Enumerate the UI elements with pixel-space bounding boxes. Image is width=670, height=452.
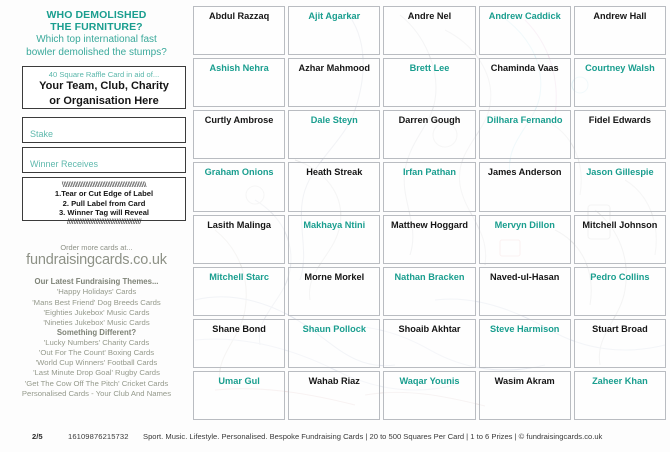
- order-more-block: [0, 243, 193, 269]
- raffle-square-name: Steve Harmison: [489, 323, 560, 334]
- theme-item: 'Lucky Numbers' Charity Cards: [43, 338, 150, 348]
- raffle-square[interactable]: [574, 371, 666, 420]
- raffle-square[interactable]: [479, 6, 571, 55]
- raffle-square-name: Nathan Bracken: [394, 271, 465, 282]
- raffle-square-name: Curtly Ambrose: [204, 115, 274, 126]
- organisation-name-line1: Your Team, Club, Charity: [39, 80, 169, 92]
- raffle-square-name: Graham Onions: [204, 167, 274, 178]
- themes-block: [0, 277, 193, 399]
- raffle-square-name: Shoaib Akhtar: [398, 323, 461, 334]
- howto-step-2: 2. Pull Label from Card: [62, 198, 146, 208]
- raffle-square[interactable]: [193, 319, 285, 368]
- theme-item: 'Happy Holidays' Cards: [56, 287, 137, 297]
- raffle-square[interactable]: [383, 6, 475, 55]
- raffle-square[interactable]: [574, 215, 666, 264]
- raffle-square[interactable]: [193, 6, 285, 55]
- raffle-square-name: Andrew Caddick: [488, 11, 561, 21]
- raffle-square[interactable]: [574, 162, 666, 211]
- raffle-square-name: Andre Nel: [407, 11, 452, 21]
- raffle-square[interactable]: [574, 267, 666, 316]
- theme-item: 'Eighties Jukebox' Music Cards: [43, 307, 150, 317]
- raffle-square[interactable]: [288, 58, 380, 107]
- raffle-square-name: Pedro Collins: [590, 271, 650, 282]
- raffle-square[interactable]: [288, 6, 380, 55]
- themes-list-bottom: [0, 338, 193, 399]
- raffle-square[interactable]: [383, 267, 475, 316]
- raffle-square[interactable]: [383, 371, 475, 420]
- organisation-caption: 40 Square Raffle Card in aid of...: [48, 70, 160, 79]
- theme-item: 'World Cup Winners' Football Cards: [35, 358, 158, 368]
- raffle-square[interactable]: [383, 215, 475, 264]
- raffle-square-name: Jason Gillespie: [586, 167, 654, 178]
- raffle-square-name: Andrew Hall: [593, 11, 647, 21]
- raffle-square-name: Shaun Pollock: [302, 323, 366, 334]
- raffle-square[interactable]: [383, 58, 475, 107]
- theme-item: Personalised Cards - Your Club And Names: [21, 388, 172, 398]
- howto-step-1: 1.Tear or Cut Edge of Label: [54, 189, 154, 198]
- raffle-square[interactable]: [193, 215, 285, 264]
- raffle-square-name: Abdul Razzaq: [208, 11, 270, 21]
- raffle-square-name: Dale Steyn: [310, 115, 358, 126]
- raffle-square[interactable]: [479, 319, 571, 368]
- raffle-square-name: Umar Gul: [218, 375, 260, 386]
- raffle-square-name: Azhar Mahmood: [298, 63, 371, 74]
- raffle-square[interactable]: [193, 371, 285, 420]
- raffle-square[interactable]: [288, 371, 380, 420]
- raffle-square-name: Stuart Broad: [592, 323, 648, 334]
- winner-receives-field[interactable]: [22, 147, 186, 173]
- hatch-bottom-decoration: ////////////////////////////////////////////: [66, 217, 142, 226]
- raffle-square-name: Fidel Edwards: [588, 115, 652, 126]
- raffle-square[interactable]: [288, 162, 380, 211]
- left-info-panel: [0, 0, 193, 425]
- raffle-square[interactable]: [574, 6, 666, 55]
- raffle-square[interactable]: [288, 267, 380, 316]
- stake-field[interactable]: [22, 117, 186, 143]
- raffle-square[interactable]: [383, 319, 475, 368]
- themes-subheading: Something Different?: [56, 327, 137, 337]
- raffle-square-name: Shane Bond: [212, 323, 266, 334]
- raffle-square-name: Matthew Hoggard: [390, 219, 469, 230]
- card-heading-line2: THE FURNITURE?: [50, 21, 143, 33]
- raffle-square[interactable]: [479, 215, 571, 264]
- themes-list-top: [0, 287, 193, 327]
- theme-item: 'Nineties Jukebox' Music Cards: [43, 317, 150, 327]
- raffle-square-name: Zaheer Khan: [592, 375, 648, 386]
- raffle-square[interactable]: [383, 162, 475, 211]
- raffle-square[interactable]: [288, 319, 380, 368]
- raffle-square-name: Courtney Walsh: [585, 63, 655, 74]
- raffle-square[interactable]: [574, 110, 666, 159]
- raffle-square[interactable]: [288, 110, 380, 159]
- raffle-square[interactable]: [479, 110, 571, 159]
- hatch-top-decoration: \\\\\\\\\\\\\\\\\\\\\\\\\\\\\\\\\\\\\\\\\\\\\\\\\\: [61, 181, 147, 189]
- raffle-square-name: Lasith Malinga: [207, 219, 271, 230]
- raffle-square[interactable]: [574, 58, 666, 107]
- raffle-square[interactable]: [479, 267, 571, 316]
- theme-item: 'Mans Best Friend' Dog Breeds Cards: [32, 297, 161, 307]
- theme-item: 'Last Minute Drop Goal' Rugby Cards: [33, 368, 160, 378]
- raffle-square-name: Naved-ul-Hasan: [489, 271, 560, 282]
- raffle-square-name: Dilhara Fernando: [486, 115, 563, 126]
- theme-item: 'Get The Cow Off The Pitch' Cricket Cards: [24, 378, 169, 388]
- raffle-square[interactable]: [383, 110, 475, 159]
- raffle-square-name: Wasim Akram: [494, 375, 555, 386]
- card-subheading-line2: bowler demolished the stumps?: [26, 47, 167, 58]
- raffle-square[interactable]: [193, 110, 285, 159]
- raffle-square-name: Waqar Younis: [399, 375, 460, 386]
- raffle-square-name: Brett Lee: [409, 63, 450, 74]
- raffle-square-name: Darren Gough: [398, 115, 461, 126]
- raffle-square-name: Ajit Agarkar: [308, 11, 361, 21]
- raffle-square-name: Mitchell Starc: [209, 271, 269, 282]
- raffle-square[interactable]: [479, 58, 571, 107]
- themes-heading: Our Latest Fundraising Themes...: [34, 277, 159, 286]
- theme-item: 'Out For The Count' Boxing Cards: [38, 348, 155, 358]
- footer-page-number: 2/5: [32, 432, 43, 441]
- footer-strapline: Sport. Music. Lifestyle. Personalised. Bespoke Fundraising Cards | 20 to 500 Squares Per Card | 1 to 6 Prizes | © fundraisingcards.co.uk: [143, 432, 603, 441]
- order-website-link[interactable]: fundraisingcards.co.uk: [26, 252, 167, 268]
- raffle-square-name: Mervyn Dillon: [494, 219, 555, 230]
- raffle-square-name: Heath Streak: [306, 167, 363, 178]
- card-heading-line1: WHO DEMOLISHED: [46, 9, 147, 21]
- footer-card-code: 16109876215732: [68, 432, 129, 441]
- how-to-play-box: [22, 177, 186, 226]
- card-subheading-line1: Which top international fast: [36, 34, 157, 45]
- raffle-square-name: Wahab Riaz: [308, 375, 360, 386]
- raffle-square[interactable]: [479, 371, 571, 420]
- raffle-square-name: James Anderson: [487, 167, 562, 178]
- raffle-square-name: Irfan Pathan: [402, 167, 457, 178]
- raffle-square-name: Ashish Nehra: [209, 63, 269, 74]
- card-title-block: [0, 0, 193, 59]
- raffle-square[interactable]: [479, 162, 571, 211]
- raffle-square-name: Morne Morkel: [304, 271, 365, 282]
- raffle-square[interactable]: [574, 319, 666, 368]
- winner-receives-label: Winner Receives: [30, 159, 99, 169]
- raffle-square[interactable]: [193, 58, 285, 107]
- raffle-square[interactable]: [288, 215, 380, 264]
- raffle-square-name: Mitchell Johnson: [582, 219, 658, 230]
- raffle-square[interactable]: [193, 267, 285, 316]
- organisation-box[interactable]: [22, 66, 186, 109]
- raffle-square[interactable]: [193, 162, 285, 211]
- howto-step-3: 3. Winner Tag will Reveal: [58, 208, 150, 218]
- stake-label: Stake: [30, 129, 54, 139]
- organisation-name-line2: or Organisation Here: [49, 94, 159, 107]
- raffle-square-name: Chaminda Vaas: [490, 63, 559, 74]
- raffle-square-name: Makhaya Ntini: [303, 219, 366, 230]
- order-caption: Order more cards at...: [60, 243, 133, 252]
- raffle-squares-grid: [193, 6, 666, 420]
- page-footer: [0, 425, 670, 452]
